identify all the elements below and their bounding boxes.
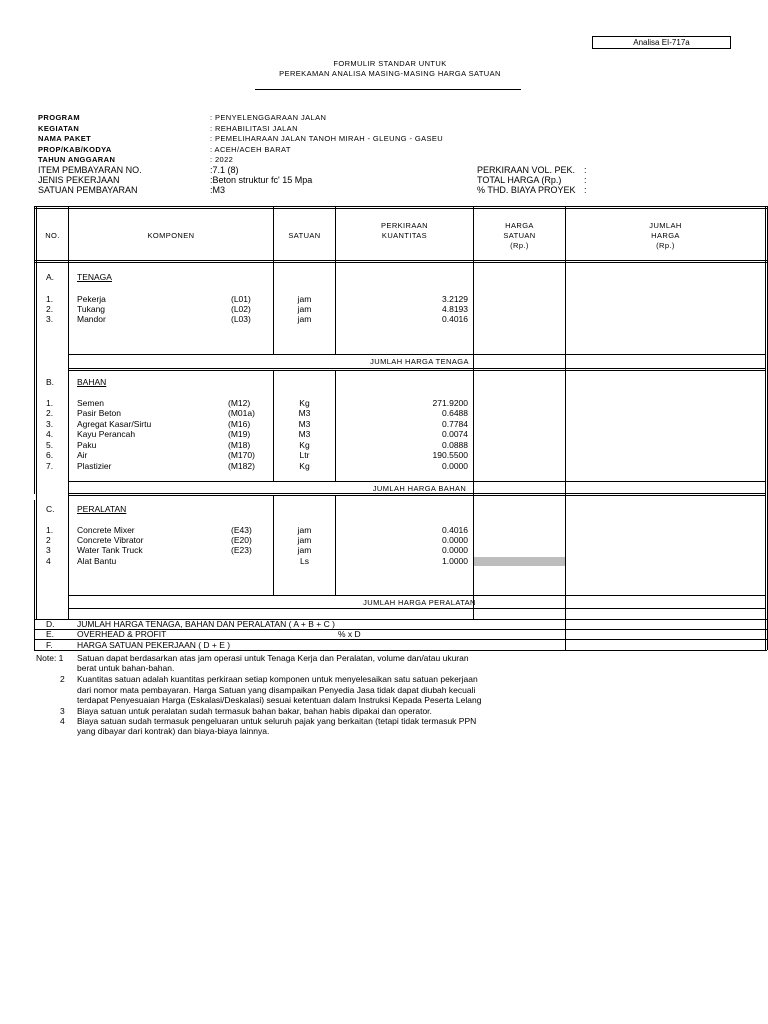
- row-qty: 0.7784: [442, 419, 468, 429]
- row-qty: 4.8193: [442, 304, 468, 314]
- summary-extra-e: % x D: [338, 629, 361, 639]
- row-code: (E20): [231, 535, 252, 545]
- row-no: 5.: [46, 440, 54, 450]
- row-no: 3: [46, 545, 51, 555]
- row-component: Alat Bantu: [77, 556, 117, 566]
- row-code: (E23): [231, 545, 252, 555]
- note-number: 4: [60, 716, 65, 726]
- row-unit: Kg: [299, 398, 310, 408]
- section-title-peralatan: PERALATAN: [77, 504, 127, 514]
- row-qty: 0.0000: [442, 535, 468, 545]
- info-value-persen: :: [584, 185, 587, 195]
- analysis-code: Analisa EI-717a: [633, 38, 690, 47]
- info-label-nama-paket: NAMA PAKET: [38, 134, 92, 143]
- note-line: Satuan dapat berdasarkan atas jam operasi untuk Tenaga Kerja dan Peralatan, volume dan/atau ukuran: [77, 653, 469, 663]
- header-kuantitas-1: PERKIRAAN: [381, 221, 428, 230]
- info-value-vol: :: [584, 165, 587, 175]
- total-tenaga-label: JUMLAH HARGA TENAGA: [370, 357, 469, 366]
- info-label-jenis: JENIS PEKERJAAN: [38, 175, 120, 185]
- note-line: terdapat Penyesuaian Harga (Eskalasi/Deskalasi) sesuai ketentuan dalam Instruksi Kepada Peserta Lelang: [77, 695, 482, 705]
- summary-label-e: OVERHEAD & PROFIT: [77, 629, 167, 639]
- note-line: Biaya satuan untuk peralatan sudah termasuk bahan bakar, bahan habis dipakai dan operator.: [77, 706, 432, 716]
- row-no: 1.: [46, 525, 54, 535]
- title-underline: [255, 89, 521, 90]
- row-no: 2.: [46, 408, 54, 418]
- header-jumlah-3: (Rp.): [656, 241, 675, 250]
- note-line: Biaya satuan sudah termasuk pengeluaran untuk seluruh pajak yang berkaitan (tetapi tidak termasuk PPN: [77, 716, 477, 726]
- row-unit: M3: [298, 408, 311, 418]
- row-qty: 0.4016: [442, 314, 468, 324]
- row-code: (L01): [231, 294, 251, 304]
- row-component: Concrete Vibrator: [77, 535, 144, 545]
- row-component: Paku: [77, 440, 97, 450]
- row-unit: jam: [297, 294, 312, 304]
- row-no: 3.: [46, 419, 54, 429]
- note-number: 2: [60, 674, 65, 684]
- summary-letter-f: F.: [46, 640, 53, 650]
- summary-label-f: HARGA SATUAN PEKERJAAN ( D + E ): [77, 640, 231, 650]
- row-qty: 0.0074: [442, 429, 468, 439]
- row-no: 6.: [46, 450, 54, 460]
- section-letter-b: B.: [46, 377, 55, 387]
- row-no: 4.: [46, 429, 54, 439]
- info-label-prop: PROP/KAB/KODYA: [38, 145, 112, 154]
- info-label-kegiatan: KEGIATAN: [38, 124, 80, 133]
- row-unit: Kg: [299, 440, 310, 450]
- info-label-total: TOTAL HARGA (Rp.): [477, 175, 562, 185]
- row-component: Concrete Mixer: [77, 525, 135, 535]
- row-component: Tukang: [77, 304, 106, 314]
- row-unit: jam: [297, 304, 312, 314]
- note-line: dari nomor mata pembayaran. Harga Satuan yang disampaikan Penyedia Jasa tidak dapat diubah kecuali: [77, 685, 476, 695]
- info-value-prop: : ACEH/ACEH BARAT: [210, 145, 291, 154]
- row-component: Air: [77, 450, 88, 460]
- note-line: berat untuk bahan-bahan.: [77, 663, 175, 673]
- row-qty: 0.0000: [442, 545, 468, 555]
- row-qty: 190.5500: [432, 450, 468, 460]
- section-letter-a: A.: [46, 272, 55, 282]
- total-peralatan-label: JUMLAH HARGA PERALATAN: [363, 598, 476, 607]
- info-value-tahun: : 2022: [210, 155, 234, 164]
- form-title-line1: FORMULIR STANDAR UNTUK: [333, 59, 447, 68]
- note-number: 3: [60, 706, 65, 716]
- info-label-program: PROGRAM: [38, 113, 80, 122]
- header-satuan: SATUAN: [288, 231, 321, 240]
- row-component: Plastizier: [77, 461, 112, 471]
- row-code: (M01a): [228, 408, 255, 418]
- info-value-item: :7.1 (8): [210, 165, 239, 175]
- highlighted-price-cell: [474, 557, 565, 566]
- row-code: (E43): [231, 525, 252, 535]
- row-unit: M3: [298, 429, 311, 439]
- row-component: Mandor: [77, 314, 106, 324]
- section-title-tenaga: TENAGA: [77, 272, 112, 282]
- row-qty: 1.0000: [442, 556, 468, 566]
- row-no: 7.: [46, 461, 54, 471]
- info-label-persen: % THD. BIAYA PROYEK: [477, 185, 576, 195]
- summary-letter-e: E.: [46, 629, 55, 639]
- row-code: (L02): [231, 304, 251, 314]
- row-component: Agregat Kasar/Sirtu: [77, 419, 152, 429]
- row-code: (M19): [228, 429, 251, 439]
- row-qty: 0.4016: [442, 525, 468, 535]
- info-value-total: :: [584, 175, 587, 185]
- note-line: Kuantitas satuan adalah kuantitas perkiraan setiap komponen untuk menyelesaikan satu satuan pekerjaan: [77, 674, 478, 684]
- info-label-satuan: SATUAN PEMBAYARAN: [38, 185, 138, 195]
- row-unit: jam: [297, 525, 312, 535]
- row-no: 4: [46, 556, 51, 566]
- row-code: (M12): [228, 398, 251, 408]
- section-title-bahan: BAHAN: [77, 377, 107, 387]
- row-code: (M18): [228, 440, 251, 450]
- row-code: (L03): [231, 314, 251, 324]
- row-unit: jam: [297, 314, 312, 324]
- row-component: Pasir Beton: [77, 408, 121, 418]
- row-code: (M170): [228, 450, 255, 460]
- row-unit: Kg: [299, 461, 310, 471]
- form-title-line2: PEREKAMAN ANALISA MASING-MASING HARGA SATUAN: [279, 69, 501, 78]
- header-jumlah-1: JUMLAH: [649, 221, 682, 230]
- summary-letter-d: D.: [46, 619, 55, 629]
- info-value-program: : PENYELENGGARAAN JALAN: [210, 113, 327, 122]
- header-komponen: KOMPONEN: [147, 231, 195, 240]
- row-qty: 271.9200: [432, 398, 468, 408]
- row-component: Kayu Perancah: [77, 429, 136, 439]
- info-value-satuan: :M3: [210, 185, 226, 195]
- info-value-jenis: :Beton struktur fc' 15 Mpa: [210, 175, 313, 185]
- header-kuantitas-2: KUANTITAS: [381, 231, 428, 240]
- total-bahan-label: JUMLAH HARGA BAHAN: [372, 484, 467, 493]
- row-unit: Ltr: [299, 450, 310, 460]
- info-label-item: ITEM PEMBAYARAN NO.: [38, 165, 142, 175]
- row-code: (M182): [228, 461, 255, 471]
- header-jumlah-2: HARGA: [651, 231, 680, 240]
- info-label-tahun: TAHUN ANGGARAN: [38, 155, 116, 164]
- row-unit: jam: [297, 545, 312, 555]
- header-no: NO.: [45, 231, 60, 240]
- row-unit: jam: [297, 535, 312, 545]
- section-letter-c: C.: [46, 504, 55, 514]
- row-unit: Ls: [300, 556, 309, 566]
- summary-label-d: JUMLAH HARGA TENAGA, BAHAN DAN PERALATAN ( A + B + C ): [77, 619, 335, 629]
- notes-prefix: Note: 1: [36, 653, 64, 663]
- row-qty: 0.0000: [442, 461, 468, 471]
- row-no: 3.: [46, 314, 54, 324]
- info-value-nama-paket: : PEMELIHARAAN JALAN TANOH MIRAH - GLEUNG - GASEU: [210, 134, 444, 143]
- note-line: yang dibayar dari kontrak) dan biaya-biaya lainnya.: [77, 726, 270, 736]
- row-no: 1.: [46, 294, 54, 304]
- row-component: Semen: [77, 398, 104, 408]
- analysis-code-box: [592, 36, 731, 49]
- header-harga-2: SATUAN: [503, 231, 536, 240]
- row-component: Pekerja: [77, 294, 106, 304]
- row-no: 2.: [46, 304, 54, 314]
- row-qty: 0.6488: [442, 408, 468, 418]
- info-value-kegiatan: : REHABILITASI JALAN: [210, 124, 298, 133]
- row-component: Water Tank Truck: [77, 545, 143, 555]
- header-harga-3: (Rp.): [510, 241, 529, 250]
- row-code: (M16): [228, 419, 251, 429]
- row-no: 2: [46, 535, 51, 545]
- header-harga-1: HARGA: [505, 221, 534, 230]
- row-no: 1.: [46, 398, 54, 408]
- row-unit: M3: [298, 419, 311, 429]
- info-label-vol: PERKIRAAN VOL. PEK.: [477, 165, 576, 175]
- row-qty: 0.0888: [442, 440, 468, 450]
- row-qty: 3.2129: [442, 294, 468, 304]
